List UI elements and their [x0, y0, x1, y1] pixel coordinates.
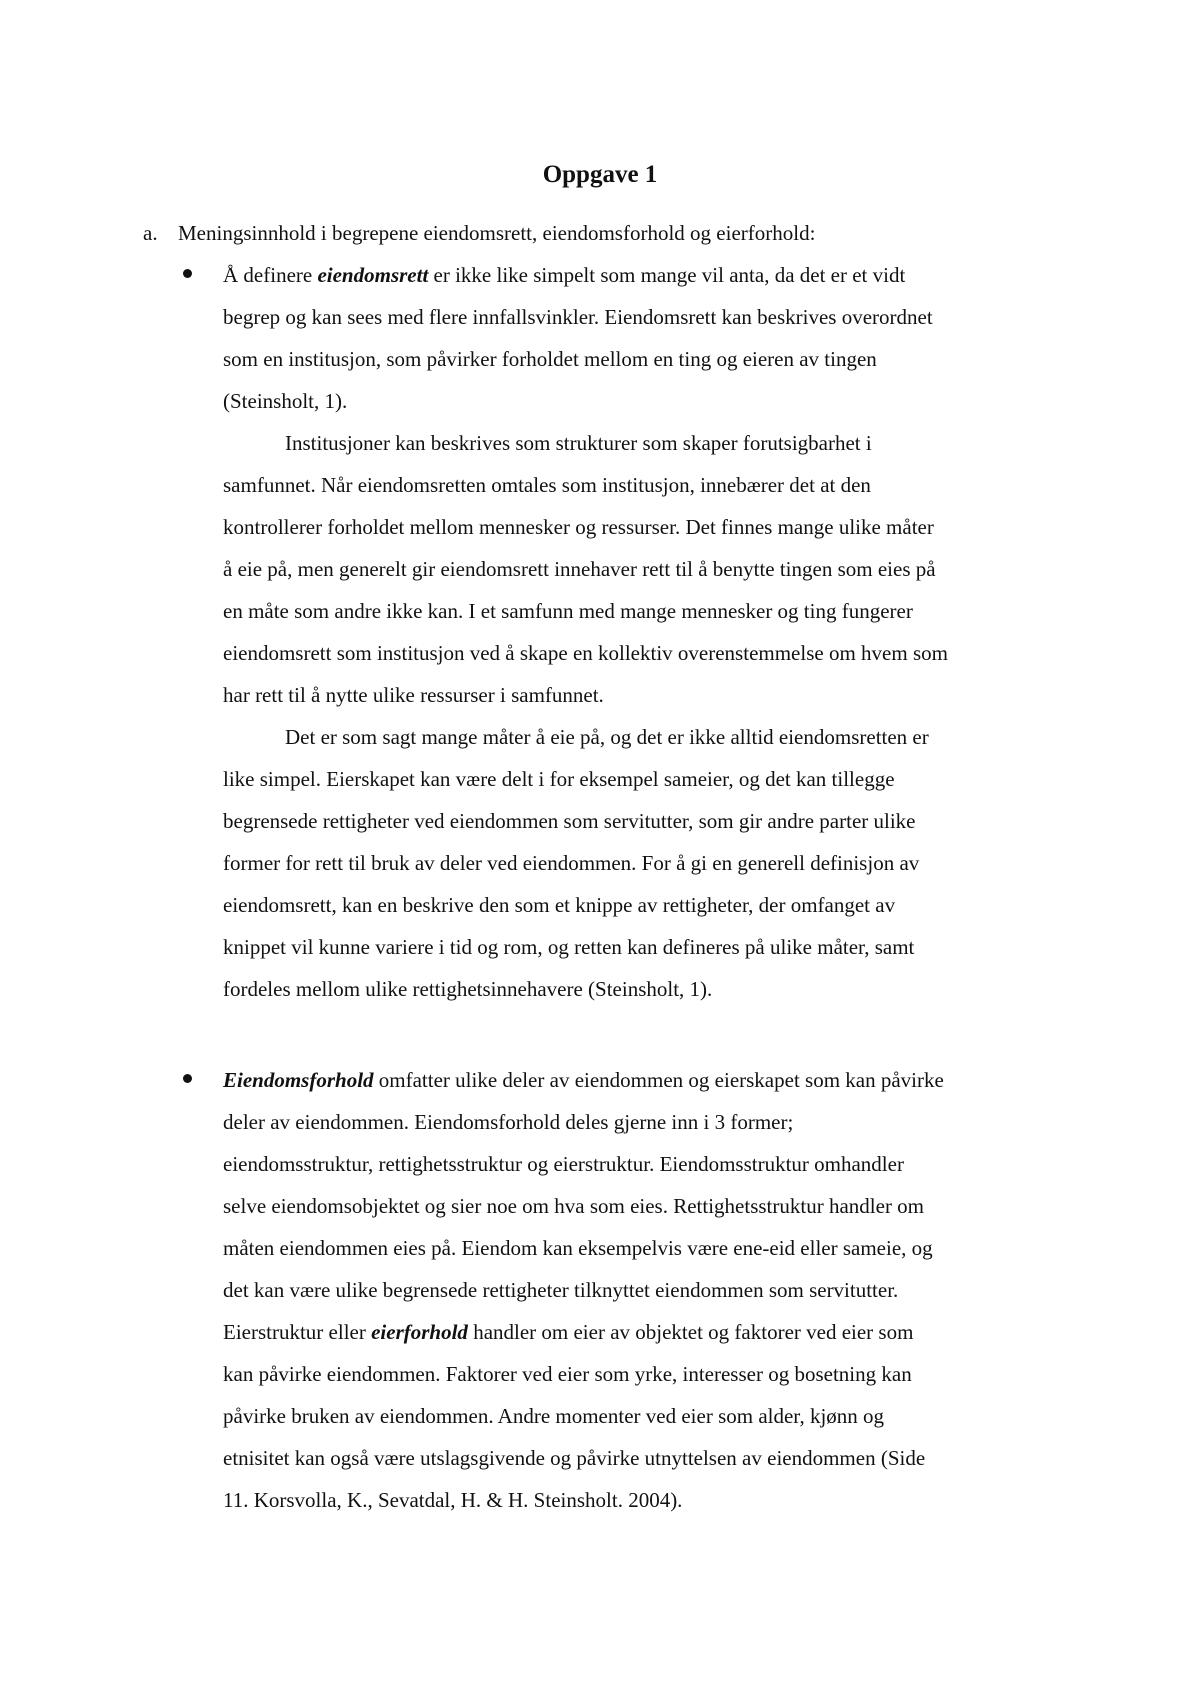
text-line: eiendomsrett som institusjon ved å skape en kollektiv overenstemmelse om hvem som: [223, 641, 948, 665]
text-line: har rett til å nytte ulike ressurser i samfunnet.: [223, 683, 604, 707]
keyword-eiendomsrett: eiendomsrett: [317, 263, 429, 287]
bullet-eiendomsrett: [183, 254, 1083, 1010]
text-line: en måte som andre ikke kan. I et samfunn med mange mennesker og ting fungerer: [223, 599, 913, 623]
paragraph-first-line: Det er som sagt mange måter å eie på, og det er ikke alltid eiendomsretten er: [285, 725, 929, 749]
keyword-eierforhold: eierforhold: [371, 1320, 468, 1344]
text-span: Å definere: [223, 263, 318, 287]
text-line: knippet vil kunne variere i tid og rom, og retten kan defineres på ulike måter, samt: [223, 935, 915, 959]
text-line: samfunnet. Når eiendomsretten omtales som institusjon, innebærer det at den: [223, 473, 871, 497]
text-line: selve eiendomsobjektet og sier noe om hva som eies. Rettighetsstruktur handler om: [223, 1194, 925, 1218]
text-line: som en institusjon, som påvirker forholdet mellom en ting og eieren av tingen: [223, 347, 877, 371]
bullet-eiendomsforhold-body: [223, 1059, 1083, 1521]
section-a-text: Meningsinnhold i begrepene eiendomsrett, eiendomsforhold og eierforhold:: [178, 221, 816, 245]
text-line: eiendomsstruktur, rettighetsstruktur og eierstruktur. Eiendomsstruktur omhandler: [223, 1152, 904, 1176]
text-line: etnisitet kan også være utslagsgivende og påvirke utnyttelsen av eiendommen (Side: [223, 1446, 926, 1470]
text-span: omfatter ulike deler av eiendommen og eierskapet som kan påvirke: [373, 1068, 944, 1092]
text-line: 11. Korsvolla, K., Sevatdal, H. & H. Steinsholt. 2004).: [223, 1488, 683, 1512]
text-line: former for rett til bruk av deler ved eiendommen. For å gi en generell definisjon av: [223, 851, 920, 875]
bullet-eiendomsrett-body: [223, 254, 1083, 1010]
text-line: påvirke bruken av eiendommen. Andre momenter ved eier som alder, kjønn og: [223, 1404, 885, 1428]
text-line: [223, 254, 1083, 296]
text-line: fordeles mellom ulike rettighetsinnehavere (Steinsholt, 1).: [223, 977, 713, 1001]
keyword-eiendomsforhold: Eiendomsforhold: [223, 1068, 374, 1092]
bullet-eiendomsforhold: [183, 1059, 1083, 1521]
section-a-heading: [143, 218, 1103, 248]
text-line: begrensede rettigheter ved eiendommen som servitutter, som gir andre parter ulike: [223, 809, 916, 833]
text-line: kan påvirke eiendommen. Faktorer ved eier som yrke, interesser og bosetning kan: [223, 1362, 912, 1386]
text-span: Eierstruktur eller: [223, 1320, 372, 1344]
text-line: [223, 1311, 1083, 1353]
text-line: like simpel. Eierskapet kan være delt i for eksempel sameier, og det kan tillegge: [223, 767, 895, 791]
text-line: begrep og kan sees med flere innfallsvinkler. Eiendomsrett kan beskrives overordnet: [223, 305, 933, 329]
bullet-icon: [183, 1074, 192, 1083]
text-line: det kan være ulike begrensede rettigheter tilknyttet eiendommen som servitutter.: [223, 1278, 899, 1302]
text-line: eiendomsrett, kan en beskrive den som et knippe av rettigheter, der omfanget av: [223, 893, 896, 917]
text-line: (Steinsholt, 1).: [223, 389, 348, 413]
bullet-icon: [183, 269, 192, 278]
text-span: handler om eier av objektet og faktorer ved eier som: [467, 1320, 914, 1344]
text-span: er ikke like simpelt som mange vil anta, da det er et vidt: [428, 263, 906, 287]
page-title: Oppgave 1: [542, 161, 658, 188]
paragraph-first-line: Institusjoner kan beskrives som strukturer som skaper forutsigbarhet i: [285, 431, 872, 455]
text-line: deler av eiendommen. Eiendomsforhold deles gjerne inn i 3 former;: [223, 1110, 794, 1134]
text-line: måten eiendommen eies på. Eiendom kan eksempelvis være ene-eid eller sameie, og: [223, 1236, 933, 1260]
text-line: kontrollerer forholdet mellom mennesker og ressurser. Det finnes mange ulike måter: [223, 515, 934, 539]
text-line: å eie på, men generelt gir eiendomsrett innehaver rett til å benytte tingen som eies på: [223, 557, 936, 581]
section-a-marker: a.: [143, 221, 158, 245]
text-line: [223, 1059, 1083, 1101]
